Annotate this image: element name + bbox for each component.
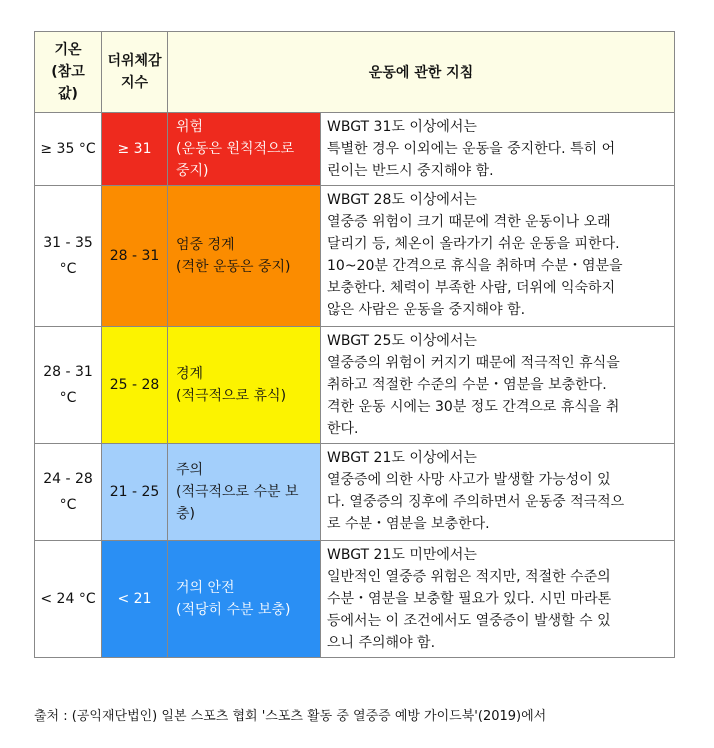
table-row (35, 444, 675, 541)
table-header-row (35, 32, 675, 113)
risk-level-cell: 엄중 경계 (격한 운동은 중지) (168, 186, 321, 327)
wbgt-cell: ≥ 31 (102, 113, 168, 186)
guideline-text-cell: WBGT 31도 이상에서는 특별한 경우 이외에는 운동을 중지한다. 특히 어 린이는 반드시 중지해야 함. (321, 113, 675, 186)
guideline-text-cell: WBGT 21도 미만에서는 일반적인 열중증 위험은 적지만, 적절한 수준의 수분・염분을 보충할 필요가 있다. 시민 마라톤 등에서는 이 조건에서도 열중증이 발생할 수 있 으니 주의해야 함. (321, 541, 675, 658)
temperature-cell: 24 - 28 °C (35, 444, 102, 541)
temperature-cell: 28 - 31 °C (35, 327, 102, 444)
wbgt-cell: < 21 (102, 541, 168, 658)
risk-level-cell: 위험 (운동은 원칙적으로 중지) (168, 113, 321, 186)
risk-level-cell: 거의 안전 (적당히 수분 보충) (168, 541, 321, 658)
temperature-cell: 31 - 35 °C (35, 186, 102, 327)
wbgt-cell: 25 - 28 (102, 327, 168, 444)
source-citation: 출처 : (공익재단법인) 일본 스포츠 협회 '스포츠 활동 중 열중증 예방 가이드북'(2019)에서 (34, 709, 547, 724)
guideline-text-cell: WBGT 28도 이상에서는 열중증 위험이 크기 때문에 격한 운동이나 오래 달리기 등, 체온이 올라가기 쉬운 운동을 피한다. 10~20분 간격으로 휴식을 취하며 수분・염분을 보충한다. 체력이 부족한 사람, 더위에 익숙하지 않은 사람은 운동을 중지해야 함. (321, 186, 675, 327)
temperature-cell: < 24 °C (35, 541, 102, 658)
table-row (35, 113, 675, 186)
table-row (35, 186, 675, 327)
temperature-cell: ≥ 35 °C (35, 113, 102, 186)
header-temperature: 기온 (참고 값) (35, 32, 102, 113)
header-wbgt-index: 더위체감 지수 (102, 32, 168, 113)
risk-level-cell: 주의 (적극적으로 수분 보 충) (168, 444, 321, 541)
table-row (35, 541, 675, 658)
risk-level-cell: 경계 (적극적으로 휴식) (168, 327, 321, 444)
guideline-text-cell: WBGT 21도 이상에서는 열중증에 의한 사망 사고가 발생할 가능성이 있 다. 열중증의 징후에 주의하면서 운동중 적극적으 로 수분・염분을 보충한다. (321, 444, 675, 541)
wbgt-cell: 28 - 31 (102, 186, 168, 327)
table-row (35, 327, 675, 444)
guideline-text-cell: WBGT 25도 이상에서는 열중증의 위험이 커지기 때문에 적극적인 휴식을 취하고 적절한 수준의 수분・염분을 보충한다. 격한 운동 시에는 30분 정도 간격으로 휴식을 취 한다. (321, 327, 675, 444)
header-exercise-guideline: 운동에 관한 지침 (168, 32, 675, 113)
wbgt-cell: 21 - 25 (102, 444, 168, 541)
heat-guideline-table (34, 31, 675, 658)
